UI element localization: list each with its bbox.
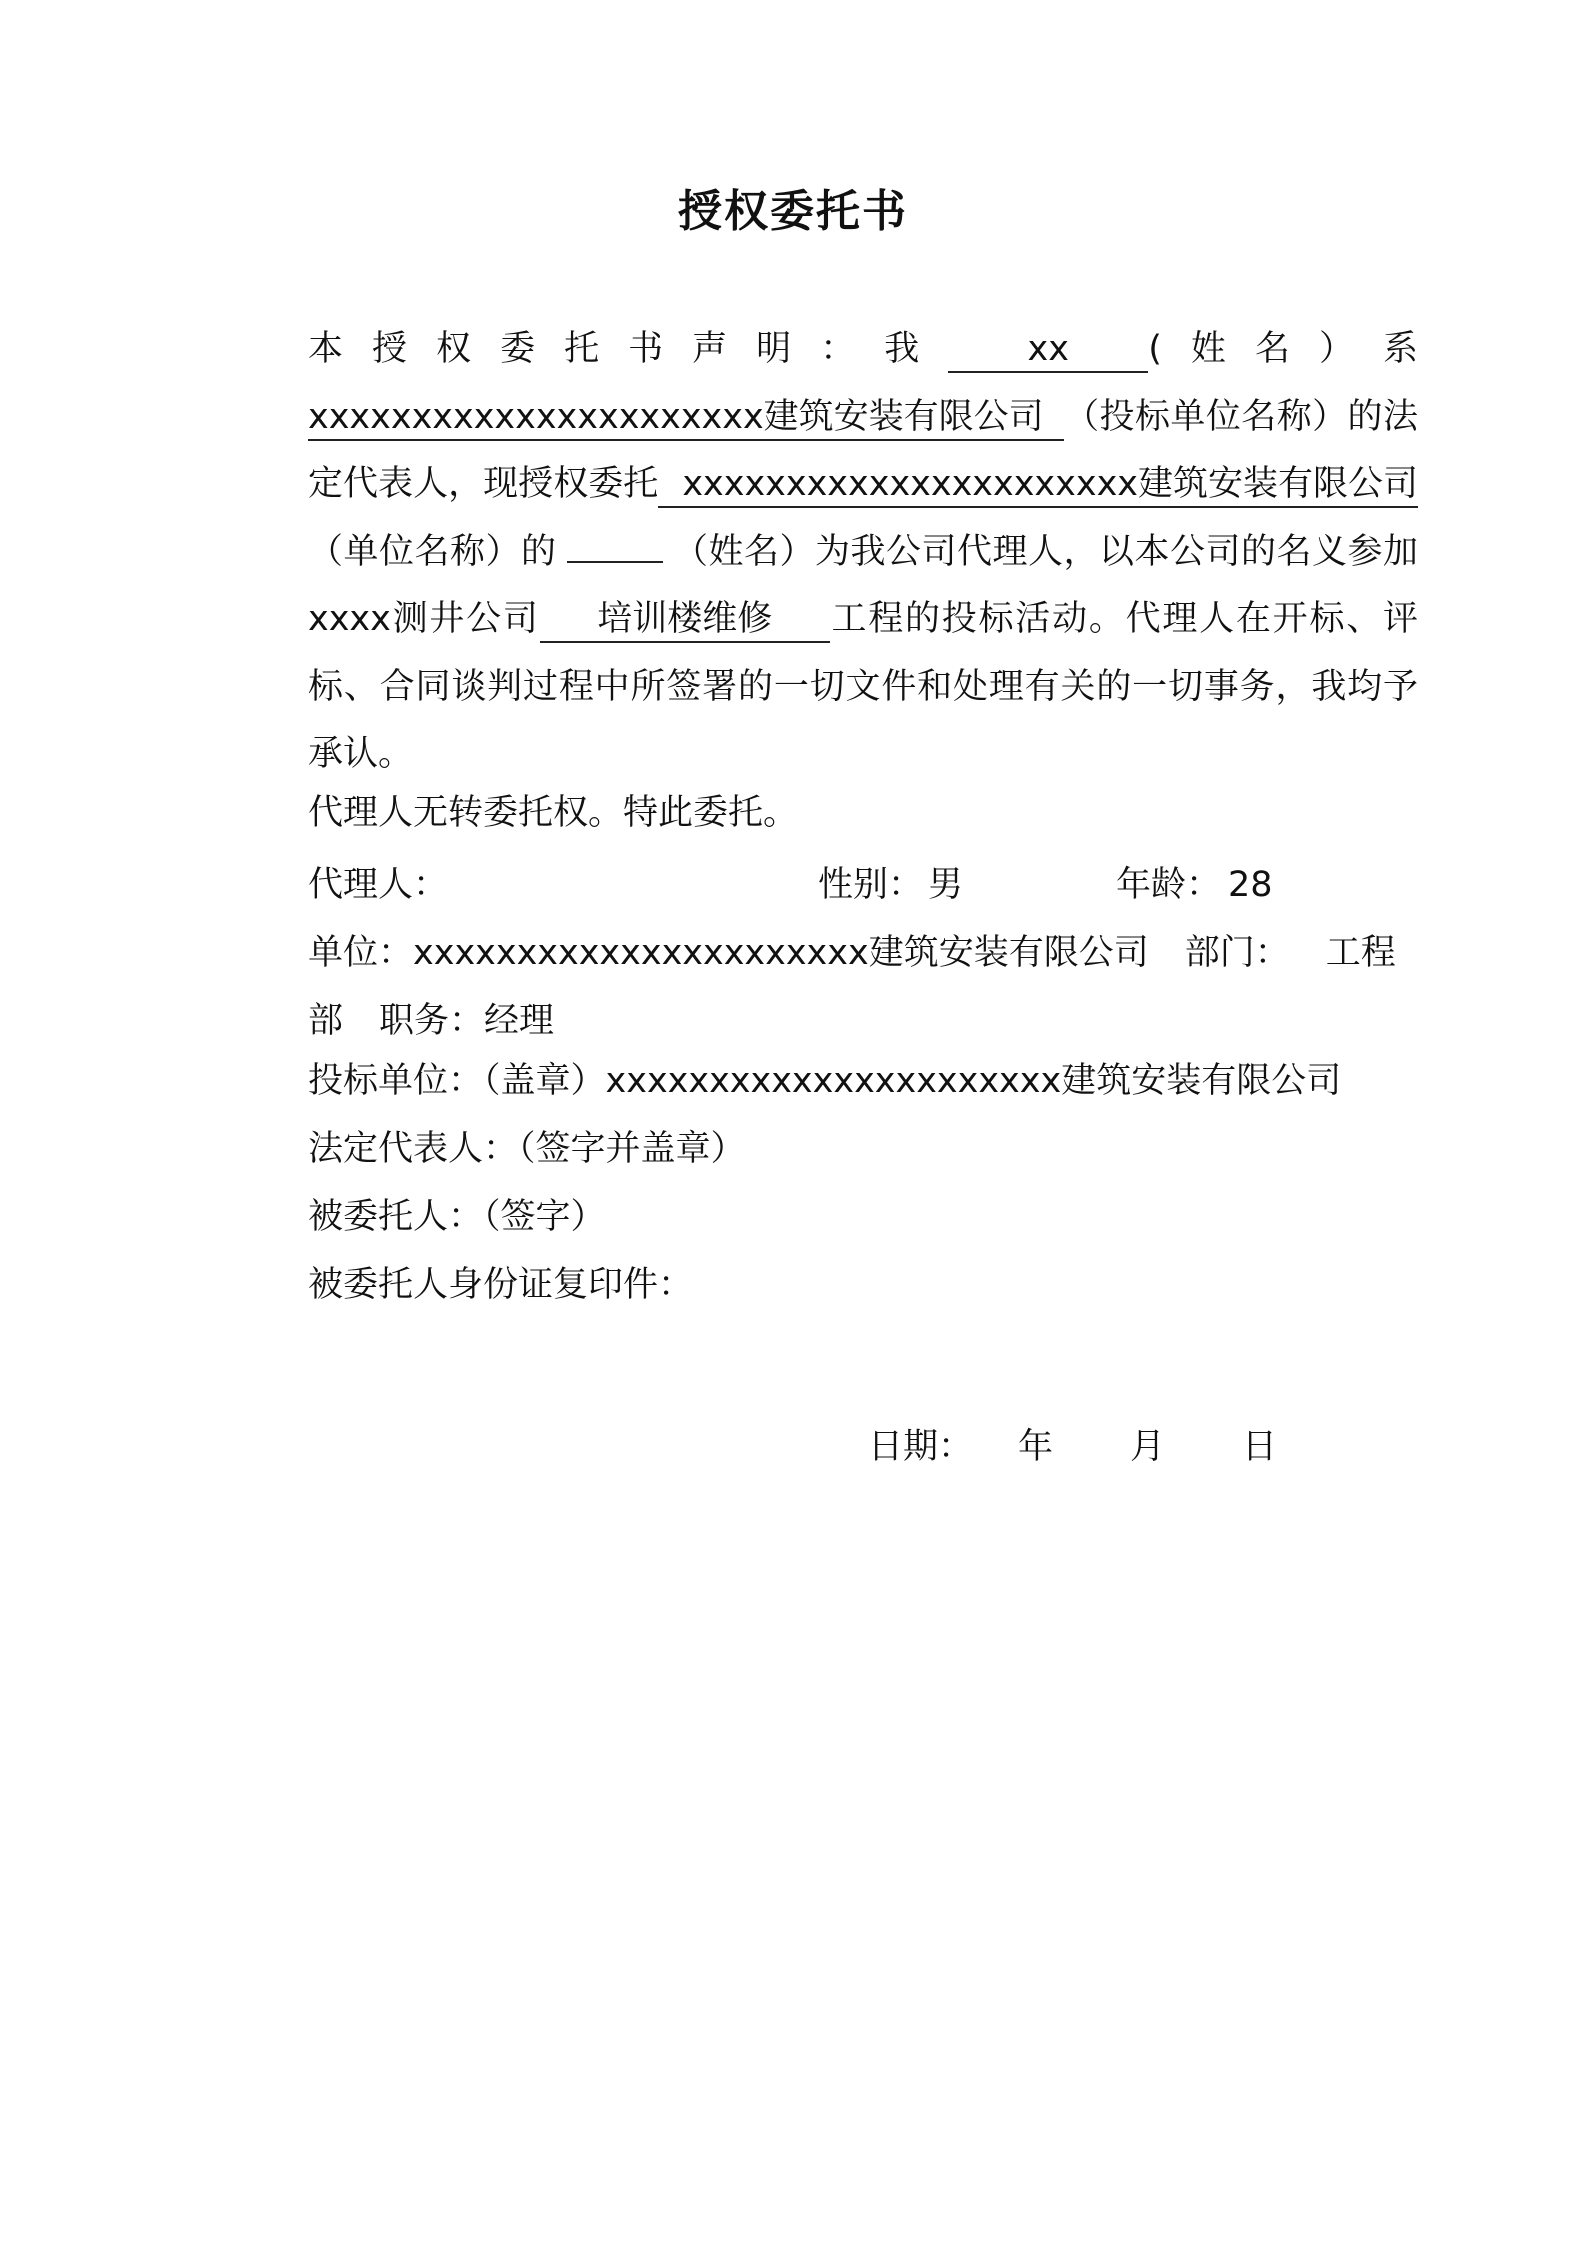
gender-label: 性别： <box>818 865 924 905</box>
agent-label: 代理人： <box>308 865 449 905</box>
authorization-statement <box>240 316 1418 789</box>
no-transfer-line: 代理人无转委托权。特此委托。 <box>308 793 799 833</box>
agent-company-field: xxxxxxxxxxxxxxxxxxxxxx建筑安装有限公司 <box>658 462 1418 508</box>
statement-text-2: (姓名）系 <box>1148 329 1418 369</box>
bidder-label: 投标单位：（盖章） <box>308 1061 606 1101</box>
bidder-line <box>308 1058 1341 1104</box>
bidder-company-field: xxxxxxxxxxxxxxxxxxxxxx建筑安装有限公司 <box>308 395 1064 441</box>
project-name-field: 培训楼维修 <box>540 597 830 643</box>
date-label: 日期： <box>868 1427 974 1467</box>
department-value: 工程部 <box>308 933 1396 1041</box>
principal-name-field: xx <box>948 327 1148 373</box>
position-value: 经理 <box>484 1000 555 1041</box>
statement-text-5: （姓名）为我公司代理人，以本公司的名义参加xxxx测井公司 <box>308 531 1418 639</box>
unit-value: xxxxxxxxxxxxxxxxxxxxxx建筑安装有限公司 <box>413 933 1149 973</box>
age-value: 28 <box>1228 865 1273 905</box>
date-year: 年 <box>1018 1427 1054 1467</box>
date-day: 日 <box>1242 1427 1278 1467</box>
document-title: 授权委托书 <box>678 186 908 237</box>
delegatee-line: 被委托人：（签字） <box>308 1197 606 1237</box>
age-label: 年龄： <box>1116 865 1222 905</box>
date-month: 月 <box>1130 1427 1166 1467</box>
legal-representative-line: 法定代表人：（签字并盖章） <box>308 1129 746 1169</box>
agent-name-field <box>567 561 663 563</box>
bidder-value: xxxxxxxxxxxxxxxxxxxxxx建筑安装有限公司 <box>605 1061 1342 1101</box>
unit-label: 单位： <box>308 933 414 973</box>
statement-text-3: （投标单位名称）的法定代表人，现授权委托 <box>308 396 1418 504</box>
gender-value: 男 <box>928 865 964 905</box>
position-label: 职务： <box>379 1000 485 1041</box>
statement-text-4: （单位名称）的 <box>308 531 557 572</box>
department-label: 部门： <box>1184 933 1290 973</box>
unit-info-block <box>240 920 1418 1055</box>
statement-text-1: 本授权委托书声明：我 <box>308 329 949 369</box>
statement-text-6: 工程的投标活动。代理人在开标、评标、合同谈判过程中所签署的一切文件和处理有关的一切事务，我均予承认。 <box>308 599 1418 774</box>
id-copy-line: 被委托人身份证复印件： <box>308 1265 694 1305</box>
